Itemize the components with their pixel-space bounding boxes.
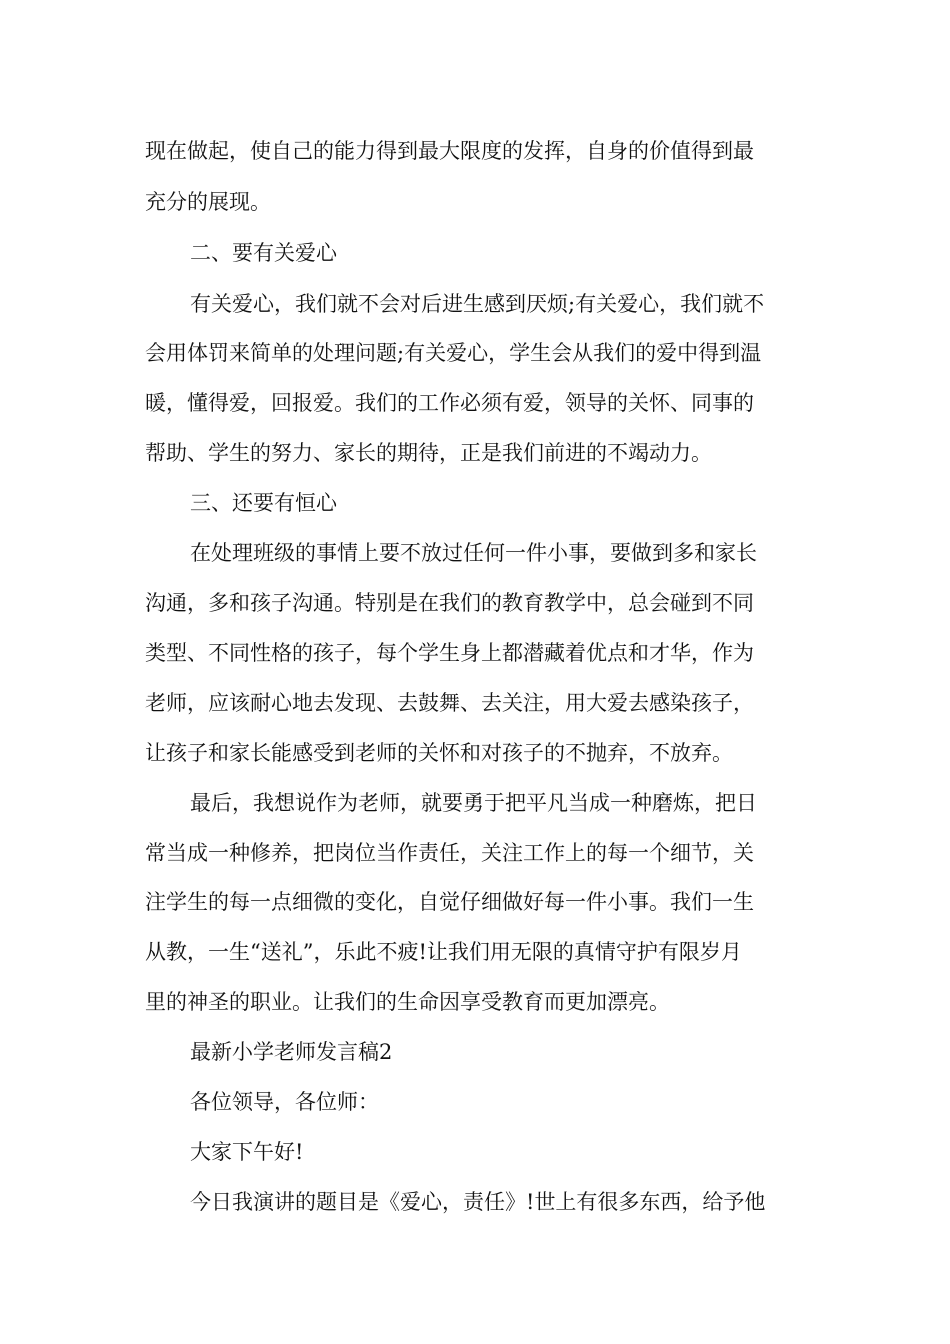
text-line: 常当成一种修养，把岗位当作责任，关注工作上的每一个细节，关 [145,841,754,865]
text-line: 沟通，多和孩子沟通。特别是在我们的教育教学中，总会碰到不同 [145,591,754,615]
text-line: 里的神圣的职业。让我们的生命因享受教育而更加漂亮。 [145,990,670,1014]
text-line: 有关爱心，我们就不会对后进生感到厌烦;有关爱心，我们就不 [190,292,765,316]
section-heading: 三、还要有恒心 [190,491,337,515]
text-line: 暖，懂得爱，回报爱。我们的工作必须有爱，领导的关怀、同事的 [145,391,754,415]
text-line: 注学生的每一点细微的变化，自觉仔细做好每一件小事。我们一生 [145,890,754,914]
salutation: 各位领导，各位师： [190,1090,379,1114]
greeting: 大家下午好! [190,1140,304,1164]
section-heading: 二、要有关爱心 [190,241,337,265]
text-line: 充分的展现。 [145,190,271,214]
text-line: 最后，我想说作为老师，就要勇于把平凡当成一种磨炼，把日 [190,791,757,815]
text-line: 今日我演讲的题目是《爱心，责任》!世上有很多东西，给予他 [190,1190,766,1214]
document-title: 最新小学老师发言稿2 [190,1040,393,1064]
text-line: 在处理班级的事情上要不放过任何一件小事，要做到多和家长 [190,541,757,565]
text-line: 会用体罚来简单的处理问题;有关爱心，学生会从我们的爱中得到温 [145,341,762,365]
text-line: 从教，一生“送礼”，乐此不疲!让我们用无限的真情守护有限岁月 [145,940,742,964]
text-line: 现在做起，使自己的能力得到最大限度的发挥，自身的价值得到最 [145,139,754,163]
text-line: 让孩子和家长能感受到老师的关怀和对孩子的不抛弃，不放弃。 [145,741,733,765]
text-line: 帮助、学生的努力、家长的期待，正是我们前进的不竭动力。 [145,441,712,465]
text-line: 类型、不同性格的孩子，每个学生身上都潜藏着优点和才华，作为 [145,641,754,665]
text-line: 老师，应该耐心地去发现、去鼓舞、去关注，用大爱去感染孩子， [145,691,754,715]
